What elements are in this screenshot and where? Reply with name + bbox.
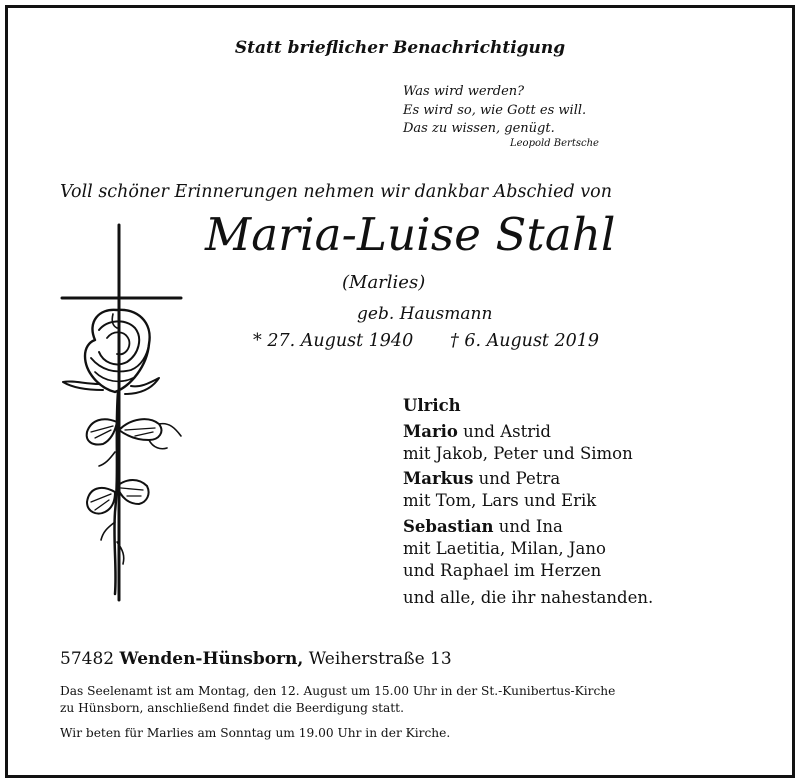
family-sebastian-children: mit Laetitia, Milan, Jano <box>403 539 606 558</box>
poem-author: Leopold Bertsche <box>510 138 599 149</box>
note-line-3: Wir beten für Marlies am Sonntag um 19.00 Uhr in der Kirche. <box>60 726 451 740</box>
address-zip: 57482 <box>60 649 120 669</box>
family-sebastian-partner: und Ina <box>493 517 563 536</box>
deceased-name: Maria-Luise Stahl <box>205 208 616 261</box>
deceased-birth-name: geb. Hausmann <box>357 304 493 324</box>
notice-heading: Statt brieflicher Benachrichtigung <box>234 38 566 58</box>
birth-date: * 27. August 1940 <box>253 331 414 351</box>
family-mario-name: Mario <box>403 422 458 441</box>
family-mario-partner: und Astrid <box>457 422 551 441</box>
intro-text: Voll schöner Erinnerungen nehmen wir dankbar Abschied von <box>60 182 612 202</box>
family-markus-line <box>403 469 560 488</box>
family-sebastian-name: Sebastian <box>403 517 494 536</box>
death-date: † 6. August 2019 <box>450 331 600 351</box>
family-mario-line <box>403 422 551 441</box>
cross-rose-icon <box>55 222 185 602</box>
note-line-2: zu Hünsborn, anschließend findet die Beerdigung statt. <box>60 701 404 715</box>
family-markus-name: Markus <box>403 469 474 488</box>
family-markus-children: mit Tom, Lars und Erik <box>403 491 597 510</box>
poem-line-3: Das zu wissen, genügt. <box>403 121 555 136</box>
deceased-nickname: (Marlies) <box>342 272 426 293</box>
family-markus-partner: und Petra <box>473 469 561 488</box>
family-others: und alle, die ihr nahestanden. <box>403 588 654 607</box>
family-sebastian-children-2: und Raphael im Herzen <box>403 561 602 580</box>
address <box>60 649 452 669</box>
note-line-1: Das Seelenamt ist am Montag, den 12. August um 15.00 Uhr in der St.-Kunibertus-Kirche <box>60 684 616 698</box>
family-ulrich: Ulrich <box>403 396 461 415</box>
poem-line-2: Es wird so, wie Gott es will. <box>403 103 587 118</box>
address-town: Wenden-Hünsborn, <box>119 649 304 669</box>
family-sebastian-line <box>403 517 563 536</box>
family-mario-children: mit Jakob, Peter und Simon <box>403 444 633 463</box>
address-street: Weiherstraße 13 <box>303 649 452 669</box>
poem-line-1: Was wird werden? <box>403 84 525 99</box>
